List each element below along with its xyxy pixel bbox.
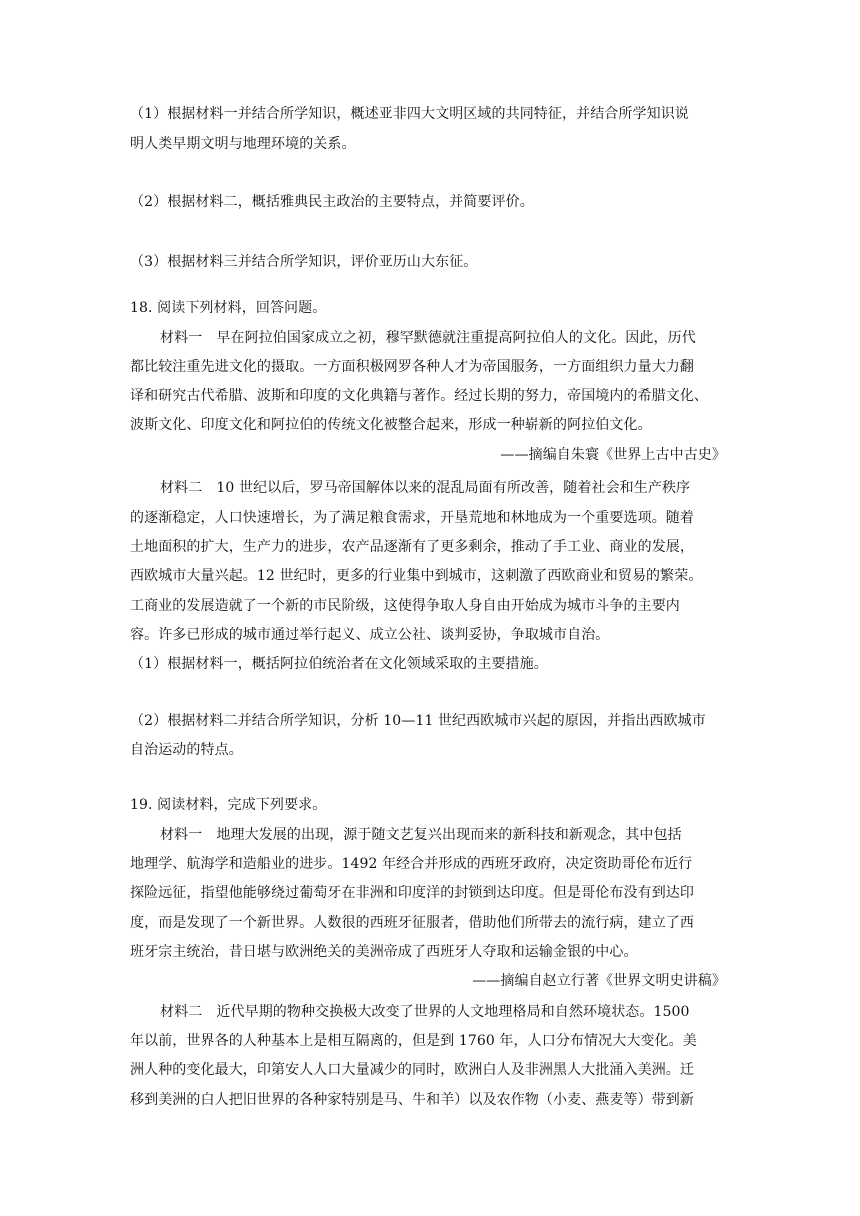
- material-line: 西欧城市大量兴起。12 世纪时，更多的行业集中到城市，这刺激了西欧商业和贸易的繁荣。: [130, 568, 703, 584]
- material-line: 材料二 近代早期的物种交换极大改变了世界的人文地理格局和自然环境状态。1500: [160, 1004, 690, 1020]
- material-line: 译和研究古代希腊、波斯和印度的文化典籍与著作。经过长期的努力，帝国境内的希腊文化、: [130, 388, 709, 404]
- question-19-heading: 19. 阅读材料，完成下列要求。: [130, 797, 327, 813]
- question-text: （3）根据材料三并结合所学知识，评价亚历山大东征。: [130, 254, 478, 270]
- material-line: 工商业的发展造就了一个新的市民阶级，这使得争取人身自由开始成为城市斗争的主要内: [130, 598, 680, 614]
- material-source: ——摘编自赵立行著《世界文明史讲稿》: [472, 973, 726, 989]
- material-source: ——摘编自朱寰《世界上古中古史》: [500, 447, 726, 463]
- material-line: 波斯文化、印度文化和阿拉伯的传统文化被整合起来，形成一种崭新的阿拉伯文化。: [130, 417, 652, 433]
- material-line: 材料二 10 世纪以后，罗马帝国解体以来的混乱局面有所改善，随着社会和生产秩序: [160, 480, 691, 496]
- question-text: （1）根据材料一并结合所学知识，概述亚非四大文明区域的共同特征，并结合所学知识说: [130, 106, 689, 122]
- material-line: 容。许多已形成的城市通过举行起义、成立公社、谈判妥协，争取城市自治。: [130, 627, 610, 643]
- material-line: 的逐渐稳定，人口快速增长，为了满足粮食需求，开垦荒地和林地成为一个重要选项。随着: [130, 510, 694, 526]
- material-line: 移到美洲的白人把旧世界的各种家特别是马、牛和羊）以及农作物（小麦、燕麦等）带到新: [130, 1092, 694, 1108]
- question-text: （1）根据材料一，概括阿拉伯统治者在文化领域采取的主要措施。: [130, 656, 548, 672]
- material-line: 都比较注重先进文化的摄取。一方面积极网罗各种人才为帝国服务，一方面组织力量大力翻: [130, 359, 694, 375]
- material-line: 洲人种的变化最大，印第安人人口大量减少的同时，欧洲白人及非洲黑人大批涌入美洲。迁: [130, 1062, 694, 1078]
- question-text: （2）根据材料二并结合所学知识，分析 10—11 世纪西欧城市兴起的原因，并指出西欧城市: [130, 713, 706, 729]
- question-text: 明人类早期文明与地理环境的关系。: [130, 136, 356, 152]
- material-line: 班牙宗主统治，昔日堪与欧洲绝关的美洲帝成了西班牙人夺取和运输金银的中心。: [130, 944, 638, 960]
- material-line: 度，而是发现了一个新世界。人数很的西班牙征服者，借助他们所带去的流行病，建立了西: [130, 915, 694, 931]
- question-18-heading: 18. 阅读下列材料，回答问题。: [130, 300, 327, 316]
- material-line: 材料一 早在阿拉伯国家成立之初，穆罕默德就注重提高阿拉伯人的文化。因此，历代: [160, 330, 696, 346]
- question-text: 自治运动的特点。: [130, 742, 243, 758]
- material-line: 年以前，世界各的人种基本上是相互隔离的，但是到 1760 年，人口分布情况大大变化。美: [130, 1033, 697, 1049]
- question-text: （2）根据材料二，概括雅典民主政治的主要特点，并简要评价。: [130, 194, 534, 210]
- material-line: 土地面积的扩大，生产力的进步，农产品逐渐有了更多剩余，推动了手工业、商业的发展，: [130, 539, 694, 555]
- material-line: 探险远征，指望他能够绕过葡萄牙在非洲和印度洋的封锁到达印度。但是哥伦布没有到达印: [130, 885, 694, 901]
- material-line: 材料一 地理大发展的出现，源于随文艺复兴出现而来的新科技和新观念，其中包括: [160, 827, 682, 843]
- material-line: 地理学、航海学和造船业的进步。1492 年经合并形成的西班牙政府，决定资助哥伦布近行: [130, 856, 693, 872]
